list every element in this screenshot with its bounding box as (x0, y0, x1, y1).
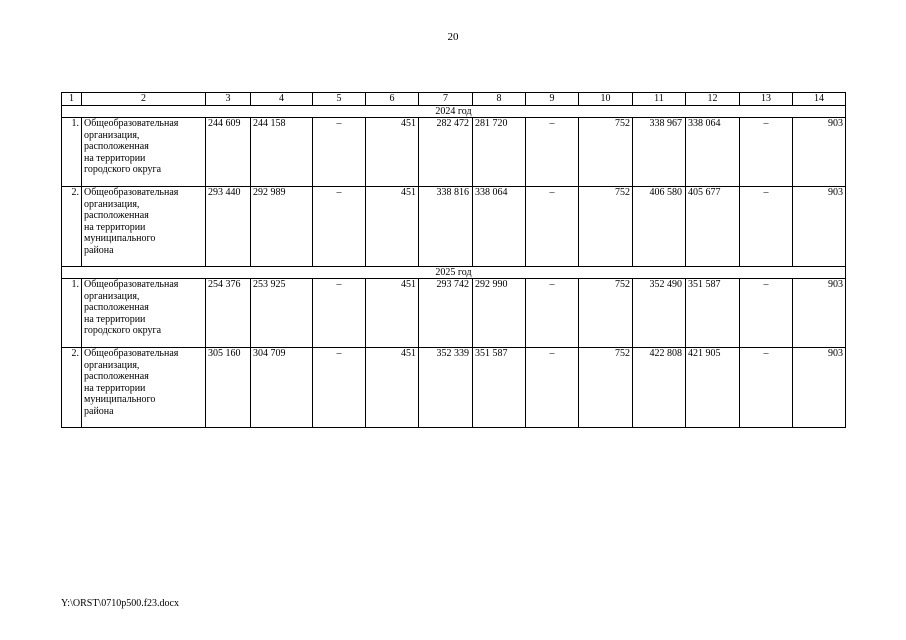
value-cell: – (740, 187, 793, 267)
header-cell: 12 (686, 93, 740, 106)
name-line: организация, (84, 290, 140, 302)
header-cell: 9 (526, 93, 579, 106)
value-cell: 752 (579, 187, 633, 267)
name-line: района (84, 244, 114, 256)
year-label: 2024 год (62, 106, 846, 118)
value-cell: 338 816 (419, 187, 473, 267)
value-cell: 752 (579, 118, 633, 187)
organization-name (82, 279, 206, 348)
organization-name (82, 118, 206, 187)
footer-file-path: Y:\ORST\0710p500.f23.docx (61, 598, 179, 609)
name-line: городского округа (84, 325, 162, 336)
name-line: организация, (84, 129, 140, 141)
header-cell: 3 (206, 93, 251, 106)
header-cell: 14 (793, 93, 846, 106)
page-number: 20 (447, 31, 459, 43)
value-cell: 244 609 (206, 118, 251, 187)
header-cell: 7 (419, 93, 473, 106)
value-cell: 351 587 (473, 348, 526, 428)
value-cell: 451 (366, 348, 419, 428)
name-line: на территории (84, 152, 146, 164)
table-row (62, 187, 846, 267)
organization-name (82, 348, 206, 428)
row-number: 1. (62, 118, 82, 187)
organization-name (82, 187, 206, 267)
value-cell: 244 158 (251, 118, 313, 187)
value-cell: 304 709 (251, 348, 313, 428)
name-line: на территории (84, 221, 146, 233)
year-row-2025 (62, 267, 846, 279)
name-line: Общеобразовательная (84, 187, 179, 198)
value-cell: – (313, 279, 366, 348)
name-line: организация, (84, 359, 140, 371)
value-cell: – (526, 279, 579, 348)
value-cell: 282 472 (419, 118, 473, 187)
value-cell: 752 (579, 348, 633, 428)
value-cell: 451 (366, 279, 419, 348)
value-cell: 422 808 (633, 348, 686, 428)
value-cell: – (740, 118, 793, 187)
value-cell: – (313, 187, 366, 267)
value-cell: 405 677 (686, 187, 740, 267)
value-cell: 406 580 (633, 187, 686, 267)
value-cell: 352 490 (633, 279, 686, 348)
header-cell: 5 (313, 93, 366, 106)
value-cell: – (740, 348, 793, 428)
value-cell: 752 (579, 279, 633, 348)
value-cell: 903 (793, 348, 846, 428)
name-line: расположенная (84, 302, 149, 313)
value-cell: 338 064 (473, 187, 526, 267)
value-cell: 451 (366, 118, 419, 187)
value-cell: 292 989 (251, 187, 313, 267)
value-cell: – (740, 279, 793, 348)
value-cell: 903 (793, 118, 846, 187)
value-cell: 338 064 (686, 118, 740, 187)
header-cell: 6 (366, 93, 419, 106)
name-line: на территории (84, 382, 146, 394)
value-cell: 338 967 (633, 118, 686, 187)
header-cell: 1 (62, 93, 82, 106)
name-line: организация, (84, 198, 140, 210)
value-cell: 451 (366, 187, 419, 267)
value-cell: – (313, 348, 366, 428)
table-row (62, 279, 846, 348)
table-row (62, 118, 846, 187)
name-line: Общеобразовательная (84, 348, 179, 359)
row-number: 1. (62, 279, 82, 348)
name-line: муниципального (84, 233, 156, 244)
value-cell: – (313, 118, 366, 187)
value-cell: – (526, 187, 579, 267)
name-line: расположенная (84, 371, 149, 382)
name-line: городского округа (84, 164, 162, 175)
year-label: 2025 год (62, 267, 846, 279)
table-row (62, 348, 846, 428)
year-row-2024 (62, 106, 846, 118)
header-row (62, 93, 846, 106)
header-cell: 11 (633, 93, 686, 106)
header-cell: 8 (473, 93, 526, 106)
value-cell: 293 440 (206, 187, 251, 267)
data-table (61, 92, 846, 428)
value-cell: 293 742 (419, 279, 473, 348)
header-cell: 10 (579, 93, 633, 106)
name-line: расположенная (84, 210, 149, 221)
header-cell: 4 (251, 93, 313, 106)
value-cell: – (526, 118, 579, 187)
name-line: Общеобразовательная (84, 118, 179, 129)
header-cell: 2 (82, 93, 206, 106)
row-number: 2. (62, 187, 82, 267)
value-cell: 351 587 (686, 279, 740, 348)
header-cell: 13 (740, 93, 793, 106)
name-line: на территории (84, 313, 146, 325)
value-cell: 281 720 (473, 118, 526, 187)
row-number: 2. (62, 348, 82, 428)
value-cell: 253 925 (251, 279, 313, 348)
value-cell: 421 905 (686, 348, 740, 428)
value-cell: 352 339 (419, 348, 473, 428)
value-cell: 903 (793, 187, 846, 267)
value-cell: 254 376 (206, 279, 251, 348)
value-cell: 305 160 (206, 348, 251, 428)
name-line: района (84, 405, 114, 417)
value-cell: – (526, 348, 579, 428)
value-cell: 292 990 (473, 279, 526, 348)
name-line: муниципального (84, 394, 156, 405)
name-line: Общеобразовательная (84, 279, 179, 290)
name-line: расположенная (84, 141, 149, 152)
value-cell: 903 (793, 279, 846, 348)
